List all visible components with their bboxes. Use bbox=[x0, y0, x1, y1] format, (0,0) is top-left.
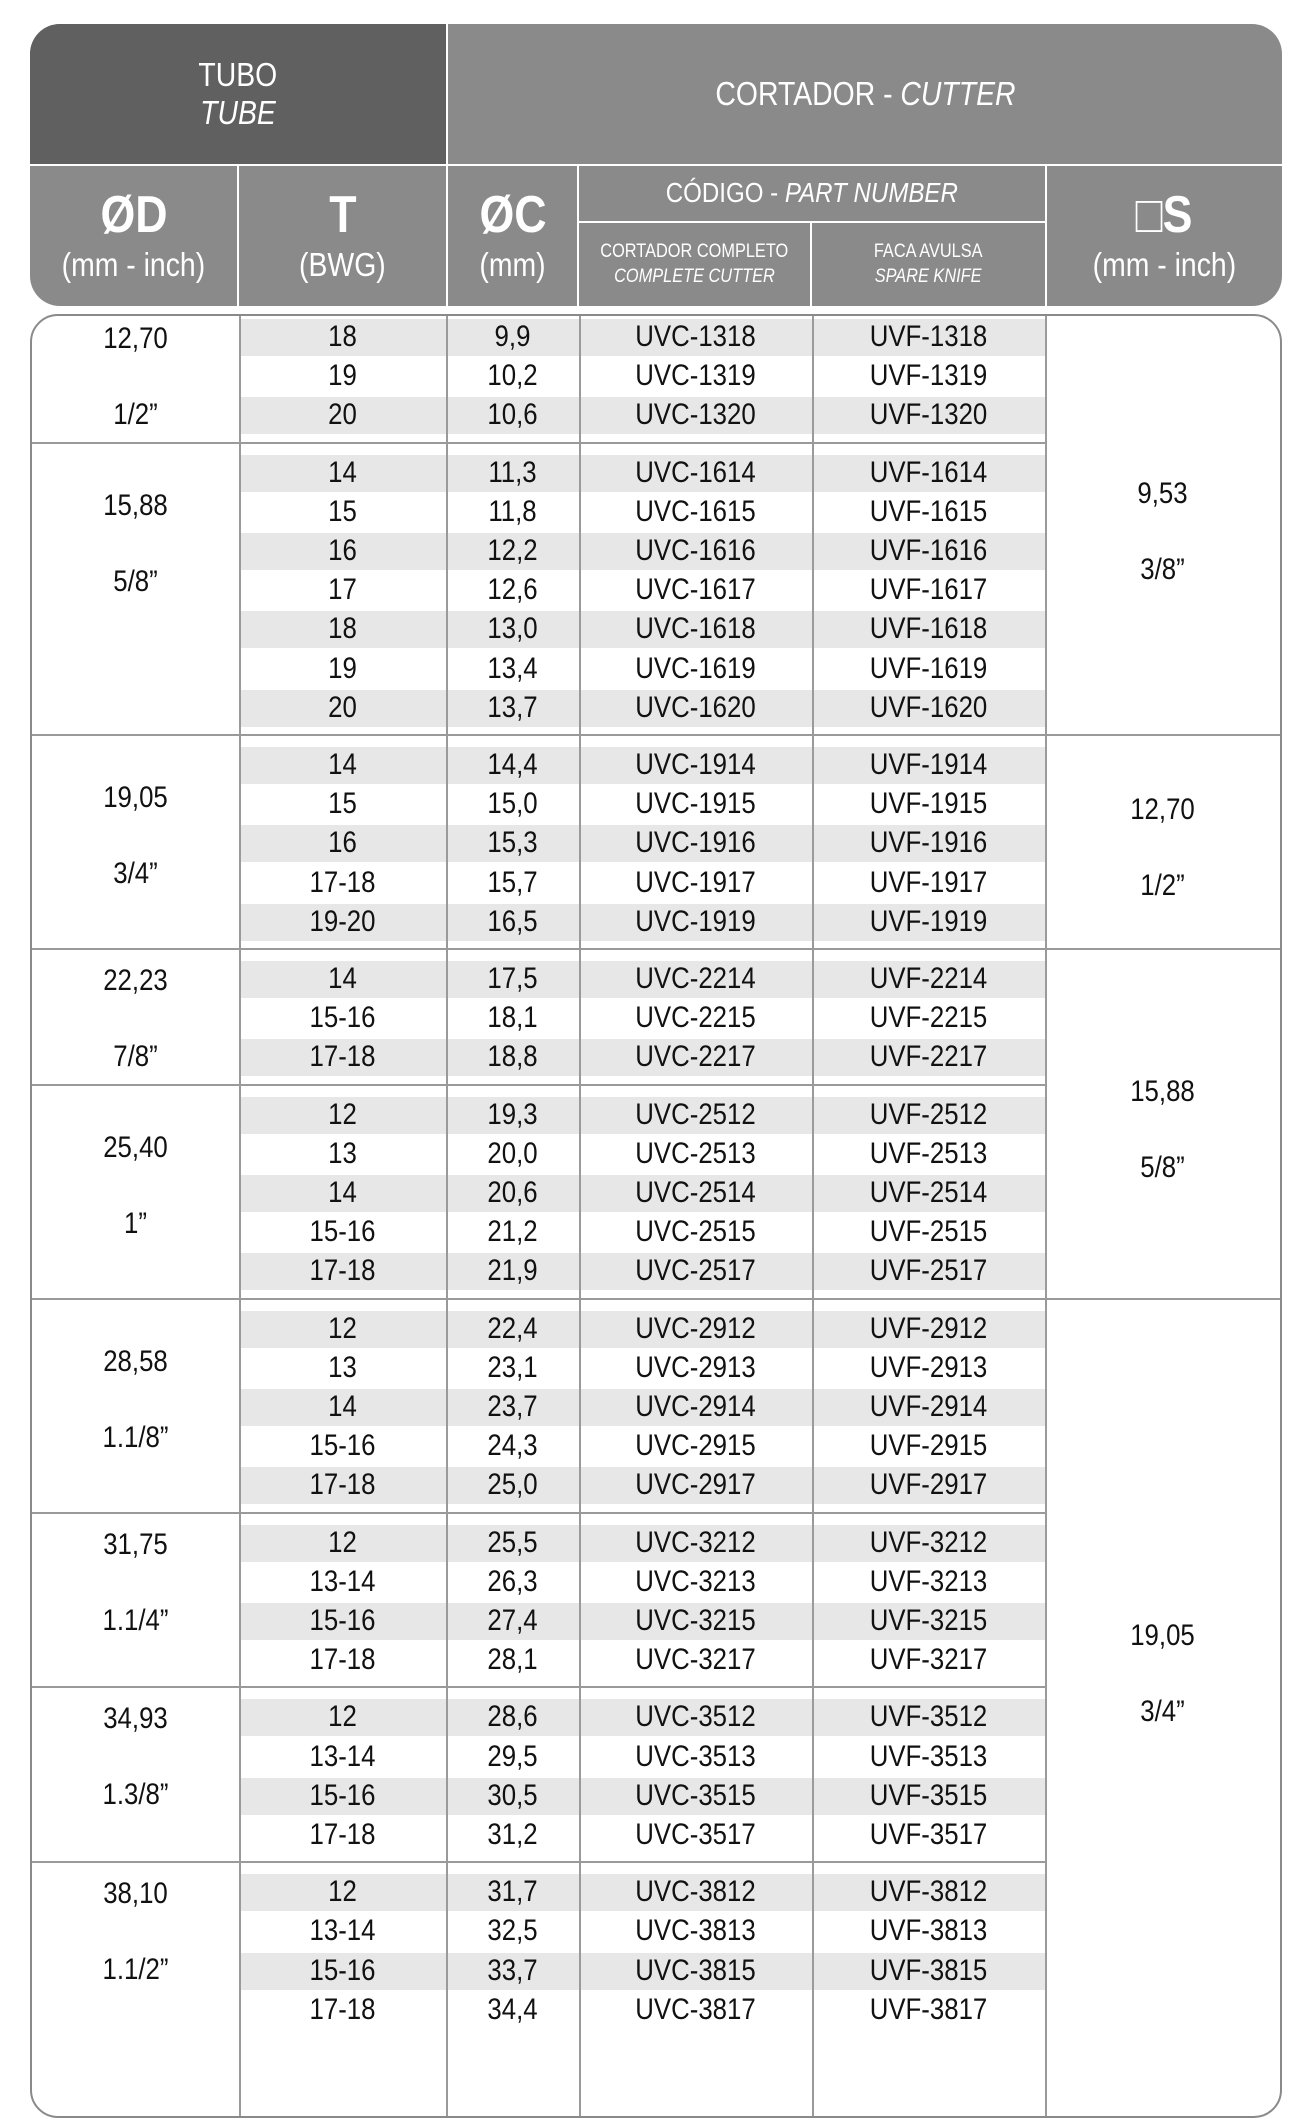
complete-cutter-code: UVC-1618 bbox=[635, 612, 756, 646]
s-inch: 3/4” bbox=[1140, 1694, 1185, 1728]
c-cell: 34,4 bbox=[487, 1992, 538, 2026]
s-symbol: □S bbox=[1136, 185, 1193, 244]
c-cell: 19,3 bbox=[487, 1097, 538, 1131]
c-cell: 25,5 bbox=[487, 1525, 538, 1559]
c-cell: 15,3 bbox=[487, 826, 538, 860]
bwg-cell: 13 bbox=[328, 1350, 357, 1384]
bwg-cell: 19-20 bbox=[309, 904, 376, 938]
s-cell bbox=[1045, 477, 1280, 587]
s-inch: 5/8” bbox=[1140, 1150, 1185, 1184]
c-cell: 11,8 bbox=[488, 494, 537, 528]
spare-knife-code: UVF-2912 bbox=[869, 1311, 988, 1345]
s-inch: 1/2” bbox=[1140, 869, 1185, 902]
s-column-header bbox=[1047, 166, 1282, 306]
bwg-cell: 14 bbox=[328, 1175, 357, 1209]
bwg-cell: 16 bbox=[328, 533, 357, 567]
bwg-cell: 12 bbox=[328, 1525, 357, 1559]
tube-group bbox=[32, 1298, 1280, 1512]
c-cell: 28,6 bbox=[487, 1700, 538, 1734]
bwg-cell: 15-16 bbox=[309, 1778, 376, 1812]
s-mm: 9,53 bbox=[1137, 477, 1188, 510]
t-symbol: T bbox=[328, 185, 357, 244]
od-mm: 25,40 bbox=[103, 1130, 168, 1164]
bwg-cell: 14 bbox=[328, 1389, 357, 1423]
od-cell bbox=[32, 1345, 239, 1455]
spare-knife-code: UVF-3813 bbox=[869, 1914, 988, 1948]
c-cell: 28,1 bbox=[487, 1643, 538, 1677]
od-mm: 34,93 bbox=[103, 1702, 168, 1736]
complete-cutter-code: UVC-1916 bbox=[635, 826, 756, 860]
bwg-cell: 15 bbox=[328, 787, 357, 821]
bwg-cell: 17-18 bbox=[309, 1643, 376, 1677]
spare-knife-code: UVF-1319 bbox=[869, 359, 988, 393]
cutter-header bbox=[448, 24, 1282, 164]
od-unit: (mm - inch) bbox=[61, 245, 206, 283]
s-cell bbox=[1045, 1619, 1280, 1729]
complete-cutter-header bbox=[579, 223, 810, 306]
c-cell: 33,7 bbox=[487, 1953, 538, 1987]
complete-cutter-code: UVC-3515 bbox=[635, 1778, 756, 1812]
spare-knife-code: UVF-1919 bbox=[869, 904, 988, 938]
column-divider bbox=[812, 316, 814, 2116]
spare-knife-code: UVF-1615 bbox=[869, 494, 988, 528]
c-cell: 31,7 bbox=[487, 1875, 538, 1909]
spare-knife-code: UVF-3512 bbox=[869, 1700, 988, 1734]
od-cell bbox=[32, 322, 239, 432]
c-cell: 12,2 bbox=[487, 533, 538, 567]
complete-cutter-code: UVC-1917 bbox=[635, 865, 756, 899]
s-mm: 15,88 bbox=[1130, 1074, 1195, 1108]
c-cell: 17,5 bbox=[487, 962, 538, 995]
spare-knife-code: UVF-3215 bbox=[869, 1603, 988, 1637]
code-label: CÓDIGO - bbox=[665, 177, 786, 209]
spare-knife-code: UVF-2913 bbox=[869, 1350, 988, 1384]
od-inch: 3/4” bbox=[113, 857, 158, 891]
complete-cutter-code: UVC-2514 bbox=[635, 1175, 756, 1209]
spare-knife-code: UVF-3213 bbox=[869, 1564, 988, 1598]
od-mm: 22,23 bbox=[103, 964, 168, 997]
od-cell bbox=[32, 1702, 239, 1812]
complete-cutter-code: UVC-1615 bbox=[635, 494, 756, 528]
complete-cutter-code: UVC-2915 bbox=[635, 1429, 756, 1463]
c-cell: 10,2 bbox=[487, 359, 538, 393]
spare-knife-code: UVF-2914 bbox=[869, 1389, 988, 1423]
spare-knife-code: UVF-1915 bbox=[869, 787, 988, 821]
bwg-cell: 12 bbox=[328, 1700, 357, 1734]
c-cell: 31,2 bbox=[487, 1817, 538, 1851]
complete-cutter-code: UVC-2515 bbox=[635, 1215, 756, 1249]
bwg-cell: 15-16 bbox=[309, 1215, 376, 1249]
code-header bbox=[579, 166, 1045, 221]
spare-knife-code: UVF-1914 bbox=[869, 748, 988, 781]
complete-cutter-code: UVC-2214 bbox=[635, 962, 756, 995]
table-body bbox=[30, 314, 1282, 2118]
od-column-header bbox=[30, 166, 237, 306]
spare-knife-label-en: SPARE KNIFE bbox=[875, 265, 982, 287]
c-cell: 9,9 bbox=[494, 320, 531, 353]
spare-knife-code: UVF-1318 bbox=[869, 320, 988, 353]
c-cell: 14,4 bbox=[487, 748, 538, 781]
bwg-cell: 15-16 bbox=[309, 1429, 376, 1463]
od-inch: 5/8” bbox=[113, 564, 158, 598]
bwg-cell: 20 bbox=[328, 398, 357, 432]
bwg-cell: 19 bbox=[328, 651, 357, 685]
spare-knife-code: UVF-3513 bbox=[869, 1739, 988, 1773]
complete-cutter-code: UVC-1619 bbox=[635, 651, 756, 685]
spare-knife-code: UVF-1620 bbox=[869, 690, 988, 724]
cutter-label-en: CUTTER bbox=[899, 75, 1016, 113]
c-cell: 30,5 bbox=[487, 1778, 538, 1812]
bwg-cell: 13-14 bbox=[309, 1739, 376, 1773]
c-cell: 29,5 bbox=[487, 1739, 538, 1773]
column-divider bbox=[239, 316, 241, 2116]
c-cell: 10,6 bbox=[487, 398, 538, 432]
spare-knife-code: UVF-1616 bbox=[869, 533, 988, 567]
c-cell: 18,1 bbox=[487, 1001, 538, 1035]
od-inch: 1.1/2” bbox=[102, 1953, 169, 1987]
od-inch: 1.3/8” bbox=[102, 1778, 169, 1812]
bwg-cell: 18 bbox=[328, 320, 357, 353]
bwg-cell: 13 bbox=[328, 1136, 357, 1170]
bwg-cell: 15 bbox=[328, 494, 357, 528]
spare-knife-code: UVF-2915 bbox=[869, 1429, 988, 1463]
complete-cutter-code: UVC-3513 bbox=[635, 1739, 756, 1773]
tube-group bbox=[32, 316, 1280, 442]
bwg-cell: 17-18 bbox=[309, 1468, 376, 1502]
od-mm: 28,58 bbox=[103, 1344, 168, 1378]
table-header bbox=[30, 24, 1282, 306]
complete-cutter-code: UVC-2512 bbox=[635, 1097, 756, 1131]
od-mm: 38,10 bbox=[103, 1877, 168, 1911]
c-cell: 22,4 bbox=[487, 1311, 538, 1345]
spare-knife-label: FACA AVULSA bbox=[874, 240, 983, 262]
spare-knife-code: UVF-2513 bbox=[869, 1136, 988, 1170]
spare-knife-code: UVF-1619 bbox=[869, 651, 988, 685]
complete-cutter-code: UVC-1614 bbox=[635, 455, 756, 489]
s-mm: 12,70 bbox=[1130, 793, 1195, 826]
complete-cutter-code: UVC-2215 bbox=[635, 1001, 756, 1035]
complete-cutter-code: UVC-2914 bbox=[635, 1389, 756, 1423]
cutter-label: CORTADOR - bbox=[714, 75, 900, 113]
spare-knife-code: UVF-1916 bbox=[869, 826, 988, 860]
spare-knife-code: UVF-2215 bbox=[869, 1001, 988, 1035]
od-cell bbox=[32, 489, 239, 599]
bwg-cell: 19 bbox=[328, 359, 357, 393]
complete-cutter-code: UVC-1617 bbox=[635, 573, 756, 607]
spare-knife-code: UVF-2512 bbox=[869, 1097, 988, 1131]
od-mm: 31,75 bbox=[103, 1527, 168, 1561]
tube-label: TUBO bbox=[198, 56, 278, 94]
s-inch: 3/8” bbox=[1140, 553, 1185, 586]
tube-group bbox=[32, 948, 1280, 1084]
s-cell bbox=[1045, 793, 1280, 903]
complete-cutter-code: UVC-3517 bbox=[635, 1817, 756, 1851]
c-cell: 26,3 bbox=[487, 1564, 538, 1598]
complete-cutter-code: UVC-2912 bbox=[635, 1311, 756, 1345]
c-unit: (mm) bbox=[479, 245, 546, 283]
spare-knife-code: UVF-2517 bbox=[869, 1254, 988, 1288]
complete-cutter-code: UVC-1319 bbox=[635, 359, 756, 393]
bwg-cell: 12 bbox=[328, 1311, 357, 1345]
tube-label-en: TUBE bbox=[200, 94, 276, 131]
spare-knife-code: UVF-2217 bbox=[869, 1040, 988, 1074]
bwg-cell: 18 bbox=[328, 612, 357, 646]
od-inch: 1.1/4” bbox=[102, 1603, 169, 1637]
od-mm: 15,88 bbox=[103, 488, 168, 522]
od-cell bbox=[32, 1877, 239, 1987]
complete-cutter-code: UVC-3817 bbox=[635, 1992, 756, 2026]
bwg-cell: 15-16 bbox=[309, 1603, 376, 1637]
c-cell: 15,0 bbox=[487, 787, 538, 821]
bwg-cell: 12 bbox=[328, 1875, 357, 1909]
c-cell: 18,8 bbox=[487, 1040, 538, 1074]
complete-cutter-code: UVC-1919 bbox=[635, 904, 756, 938]
c-cell: 23,7 bbox=[487, 1389, 538, 1423]
c-cell: 13,0 bbox=[487, 612, 538, 646]
spare-knife-code: UVF-2514 bbox=[869, 1175, 988, 1209]
od-cell bbox=[32, 781, 239, 891]
complete-cutter-code: UVC-3215 bbox=[635, 1603, 756, 1637]
c-column-header bbox=[448, 166, 577, 306]
c-cell: 27,4 bbox=[487, 1603, 538, 1637]
bwg-cell: 13-14 bbox=[309, 1914, 376, 1948]
complete-cutter-code: UVC-3212 bbox=[635, 1525, 756, 1559]
complete-cutter-code: UVC-3813 bbox=[635, 1914, 756, 1948]
spare-knife-code: UVF-3212 bbox=[869, 1525, 988, 1559]
c-cell: 20,0 bbox=[487, 1136, 538, 1170]
od-inch: 1.1/8” bbox=[102, 1420, 169, 1454]
column-divider bbox=[1045, 316, 1047, 2116]
od-cell bbox=[32, 964, 239, 1074]
c-cell: 15,7 bbox=[487, 865, 538, 899]
c-cell: 32,5 bbox=[487, 1914, 538, 1948]
complete-cutter-code: UVC-2513 bbox=[635, 1136, 756, 1170]
spare-knife-code: UVF-3817 bbox=[869, 1992, 988, 2026]
t-unit: (BWG) bbox=[299, 245, 386, 283]
complete-cutter-code: UVC-2917 bbox=[635, 1468, 756, 1502]
bwg-cell: 12 bbox=[328, 1097, 357, 1131]
bwg-cell: 14 bbox=[328, 962, 357, 995]
code-label-en: PART NUMBER bbox=[785, 177, 959, 209]
spare-knife-code: UVF-1614 bbox=[869, 455, 988, 489]
complete-cutter-code: UVC-2517 bbox=[635, 1254, 756, 1288]
c-symbol: ØC bbox=[478, 185, 547, 244]
tube-group bbox=[32, 1861, 1280, 2036]
t-column-header bbox=[239, 166, 446, 306]
od-inch: 7/8” bbox=[113, 1040, 158, 1073]
complete-cutter-label-en: COMPLETE CUTTER bbox=[614, 265, 775, 287]
complete-cutter-code: UVC-2217 bbox=[635, 1040, 756, 1074]
spare-knife-code: UVF-1618 bbox=[869, 612, 988, 646]
od-mm: 19,05 bbox=[103, 781, 168, 815]
c-cell: 23,1 bbox=[487, 1350, 538, 1384]
bwg-cell: 17-18 bbox=[309, 1817, 376, 1851]
c-cell: 21,9 bbox=[487, 1254, 538, 1288]
spare-knife-code: UVF-2917 bbox=[869, 1468, 988, 1502]
bwg-cell: 17-18 bbox=[309, 1254, 376, 1288]
spare-knife-code: UVF-3515 bbox=[869, 1778, 988, 1812]
column-divider bbox=[446, 316, 448, 2116]
c-cell: 20,6 bbox=[487, 1175, 538, 1209]
bwg-cell: 17-18 bbox=[309, 1992, 376, 2026]
od-inch: 1” bbox=[124, 1206, 147, 1240]
c-cell: 13,4 bbox=[487, 651, 538, 685]
bwg-cell: 17-18 bbox=[309, 865, 376, 899]
column-divider bbox=[579, 316, 581, 2116]
od-symbol: ØD bbox=[99, 185, 168, 244]
od-inch: 1/2” bbox=[113, 398, 158, 431]
bwg-cell: 16 bbox=[328, 826, 357, 860]
bwg-cell: 20 bbox=[328, 690, 357, 724]
bwg-cell: 15-16 bbox=[309, 1953, 376, 1987]
complete-cutter-code: UVC-3512 bbox=[635, 1700, 756, 1734]
od-cell bbox=[32, 1528, 239, 1638]
s-mm: 19,05 bbox=[1130, 1618, 1195, 1652]
c-cell: 16,5 bbox=[487, 904, 538, 938]
c-cell: 21,2 bbox=[487, 1215, 538, 1249]
spare-knife-code: UVF-1917 bbox=[869, 865, 988, 899]
c-cell: 11,3 bbox=[488, 455, 537, 489]
complete-cutter-code: UVC-1616 bbox=[635, 533, 756, 567]
c-cell: 12,6 bbox=[487, 573, 538, 607]
complete-cutter-code: UVC-3815 bbox=[635, 1953, 756, 1987]
s-cell bbox=[1045, 1075, 1280, 1185]
c-cell: 24,3 bbox=[487, 1429, 538, 1463]
bwg-cell: 14 bbox=[328, 455, 357, 489]
complete-cutter-code: UVC-1318 bbox=[635, 320, 756, 353]
spare-knife-header bbox=[812, 223, 1045, 306]
complete-cutter-code: UVC-3812 bbox=[635, 1875, 756, 1909]
spare-knife-code: UVF-3812 bbox=[869, 1875, 988, 1909]
spare-knife-code: UVF-1617 bbox=[869, 573, 988, 607]
bwg-cell: 13-14 bbox=[309, 1564, 376, 1598]
complete-cutter-code: UVC-3213 bbox=[635, 1564, 756, 1598]
bwg-cell: 15-16 bbox=[309, 1001, 376, 1035]
spare-knife-code: UVF-1320 bbox=[869, 398, 988, 432]
od-mm: 12,70 bbox=[103, 322, 168, 355]
s-unit: (mm - inch) bbox=[1092, 245, 1237, 283]
spare-knife-code: UVF-2214 bbox=[869, 962, 988, 995]
complete-cutter-code: UVC-1320 bbox=[635, 398, 756, 432]
tube-header bbox=[30, 24, 446, 164]
spare-knife-code: UVF-3517 bbox=[869, 1817, 988, 1851]
complete-cutter-label: CORTADOR COMPLETO bbox=[600, 240, 789, 262]
bwg-cell: 14 bbox=[328, 748, 357, 781]
c-cell: 13,7 bbox=[487, 690, 538, 724]
bwg-cell: 17-18 bbox=[309, 1040, 376, 1074]
complete-cutter-code: UVC-1620 bbox=[635, 690, 756, 724]
spare-knife-code: UVF-3217 bbox=[869, 1643, 988, 1677]
complete-cutter-code: UVC-1915 bbox=[635, 787, 756, 821]
complete-cutter-code: UVC-2913 bbox=[635, 1350, 756, 1384]
complete-cutter-code: UVC-3217 bbox=[635, 1643, 756, 1677]
spare-knife-code: UVF-3815 bbox=[869, 1953, 988, 1987]
c-cell: 25,0 bbox=[487, 1468, 538, 1502]
spare-knife-code: UVF-2515 bbox=[869, 1215, 988, 1249]
complete-cutter-code: UVC-1914 bbox=[635, 748, 756, 781]
bwg-cell: 17 bbox=[328, 573, 357, 607]
od-cell bbox=[32, 1131, 239, 1241]
